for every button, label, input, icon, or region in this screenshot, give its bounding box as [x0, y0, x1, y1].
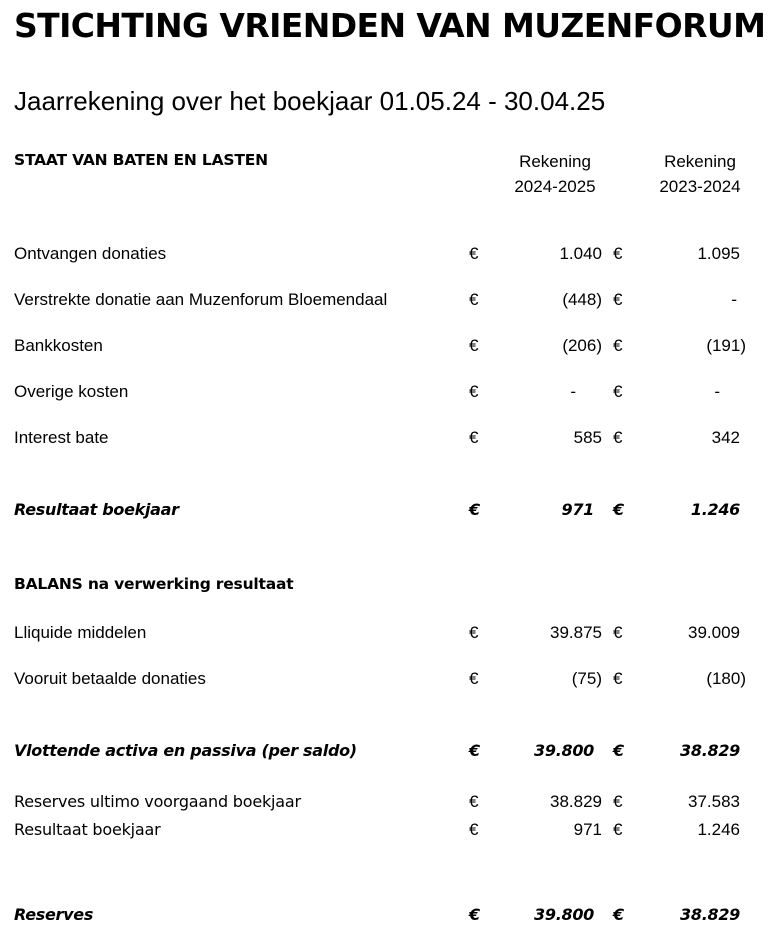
section-heading-balans: BALANS na verwerking resultaat	[14, 575, 294, 593]
row-label: Reserves	[14, 905, 94, 924]
column-header-line: 2024-2025	[514, 177, 596, 196]
value-2024-2025: (75)	[571, 669, 602, 688]
currency-symbol: €	[613, 290, 623, 309]
document-title: STICHTING VRIENDEN VAN MUZENFORUM	[14, 6, 766, 45]
result-row	[0, 500, 768, 524]
table-row	[0, 244, 768, 268]
value-2023-2024: 342	[711, 428, 740, 447]
currency-symbol: €	[613, 623, 623, 642]
row-label: Lliquide middelen	[14, 623, 147, 642]
section-heading-staat: STAAT VAN BATEN EN LASTEN	[14, 151, 268, 169]
value-2023-2024: (191)	[706, 336, 746, 355]
result-row	[0, 741, 768, 765]
currency-symbol: €	[613, 500, 624, 519]
row-label: Interest bate	[14, 428, 109, 447]
table-row	[0, 669, 768, 693]
row-label: Ontvangen donaties	[14, 244, 167, 263]
currency-symbol: €	[469, 623, 479, 642]
value-2024-2025: 971	[573, 820, 602, 839]
currency-symbol: €	[469, 741, 480, 760]
row-label: Vooruit betaalde donaties	[14, 669, 206, 688]
value-2023-2024: 1.246	[697, 820, 740, 839]
column-header-line: 2023-2024	[659, 177, 741, 196]
table-row	[0, 428, 768, 452]
currency-symbol: €	[613, 820, 623, 839]
currency-symbol: €	[613, 336, 623, 355]
result-row	[0, 905, 768, 929]
row-label: Verstrekte donatie aan Muzenforum Bloemendaal	[14, 290, 388, 309]
column-header-line: Rekening	[519, 152, 591, 171]
table-row	[0, 336, 768, 360]
value-2023-2024: 38.829	[680, 741, 740, 760]
currency-symbol: €	[469, 905, 480, 924]
value-2023-2024: 1.095	[697, 244, 740, 263]
currency-symbol: €	[613, 428, 623, 447]
value-2023-2024: -	[731, 290, 737, 309]
currency-symbol: €	[469, 500, 480, 519]
currency-symbol: €	[469, 428, 479, 447]
currency-symbol: €	[469, 290, 479, 309]
value-2024-2025: (206)	[562, 336, 602, 355]
row-label: Resultaat boekjaar	[14, 500, 179, 519]
value-2024-2025: 39.875	[550, 623, 602, 642]
column-header-2023-2024	[648, 149, 752, 199]
column-header-2024-2025	[503, 149, 607, 199]
currency-symbol: €	[613, 669, 623, 688]
value-2024-2025: (448)	[562, 290, 602, 309]
currency-symbol: €	[613, 792, 623, 811]
currency-symbol: €	[469, 382, 479, 401]
value-2023-2024: -	[714, 382, 720, 401]
currency-symbol: €	[613, 244, 623, 263]
column-header-line: Rekening	[664, 152, 736, 171]
value-2023-2024: (180)	[706, 669, 746, 688]
value-2024-2025: 38.829	[550, 792, 602, 811]
value-2024-2025: 39.800	[534, 905, 594, 924]
table-row	[0, 623, 768, 647]
row-label: Overige kosten	[14, 382, 129, 401]
currency-symbol: €	[613, 741, 624, 760]
table-row	[0, 290, 768, 314]
row-label: Resultaat boekjaar	[14, 820, 161, 839]
currency-symbol: €	[469, 336, 479, 355]
table-row	[0, 820, 768, 844]
value-2023-2024: 1.246	[690, 500, 740, 519]
currency-symbol: €	[613, 905, 624, 924]
value-2023-2024: 38.829	[680, 905, 740, 924]
value-2024-2025: 585	[573, 428, 602, 447]
table-row	[0, 792, 768, 816]
table-row	[0, 382, 768, 406]
value-2023-2024: 37.583	[688, 792, 740, 811]
currency-symbol: €	[469, 669, 479, 688]
document-subtitle: Jaarrekening over het boekjaar 01.05.24 - 30.04.25	[14, 86, 606, 116]
row-label: Vlottende activa en passiva (per saldo)	[14, 741, 357, 760]
row-label: Bankkosten	[14, 336, 103, 355]
row-label: Reserves ultimo voorgaand boekjaar	[14, 792, 301, 811]
currency-symbol: €	[613, 382, 623, 401]
currency-symbol: €	[469, 244, 479, 263]
value-2023-2024: 39.009	[688, 623, 740, 642]
value-2024-2025: 971	[561, 500, 594, 519]
value-2024-2025: 39.800	[534, 741, 594, 760]
currency-symbol: €	[469, 820, 479, 839]
value-2024-2025: 1.040	[559, 244, 602, 263]
currency-symbol: €	[469, 792, 479, 811]
value-2024-2025: -	[570, 382, 576, 401]
